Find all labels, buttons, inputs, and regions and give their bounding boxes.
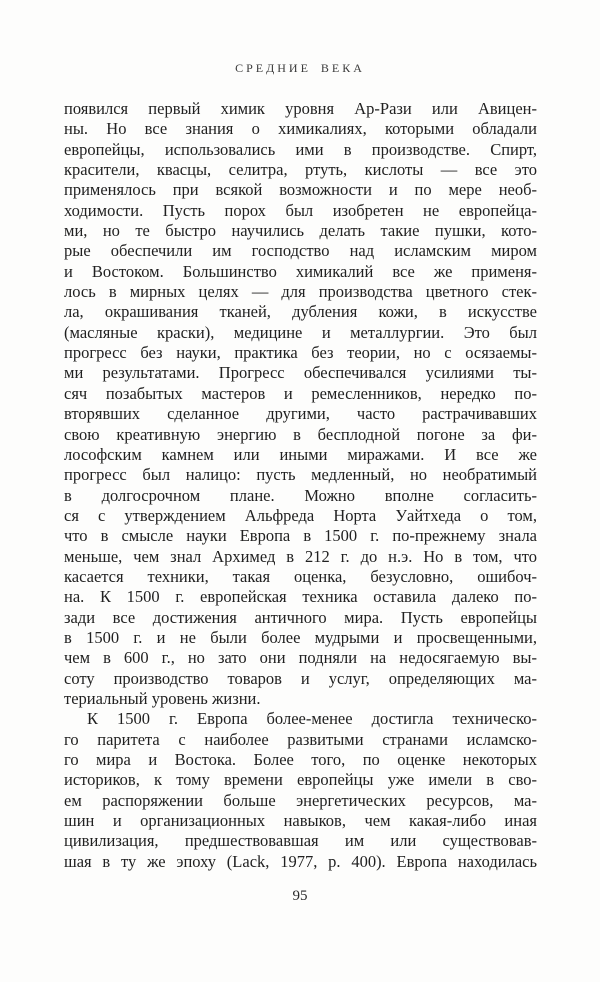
text-line: К 1500 г. Европа более-менее достигла техническо- — [87, 709, 537, 729]
text-line: историков, к тому времени европейцы уже имели в сво- — [64, 770, 537, 790]
text-line: (масляные краски), медицине и металлургии. Это был — [64, 322, 537, 342]
text-line: зади все достижения античного мира. Пусть европейцы — [64, 607, 537, 627]
text-line: красители, квасцы, селитра, ртуть, кислоты — все это — [64, 160, 537, 180]
text-line: ми, но те быстро научились делать такие пушки, кото- — [64, 221, 537, 241]
text-line: цивилизация, предшествовавшая им или существовав- — [64, 831, 537, 851]
body-text — [64, 99, 537, 872]
text-line: прогресс был налицо: пусть медленный, но необратимый — [64, 465, 537, 485]
text-line: в долгосрочном плане. Можно вполне согласить- — [64, 485, 537, 505]
text-line: применялось при всякой возможности и по мере необ- — [64, 180, 537, 200]
text-line: ем распоряжении больше энергетических ресурсов, ма- — [64, 790, 537, 810]
text-line: чем в 600 г., но зато они подняли на недосягаемую вы- — [64, 648, 537, 668]
text-line: соту производство товаров и услуг, определяющих ма- — [64, 668, 537, 688]
text-line: лософским камнем или иными миражами. И все же — [64, 444, 537, 464]
running-header: СРЕДНИЕ ВЕКА — [235, 61, 365, 75]
text-line: териальный уровень жизни. — [64, 688, 261, 708]
text-line: и Востоком. Большинство химикалий все же применя- — [64, 261, 537, 281]
text-line: го мира и Востока. Более того, по оценке некоторых — [64, 750, 537, 769]
text-line: вторявших сделанное другими, часто растрачивавших — [64, 404, 537, 424]
text-line: касается техники, такая оценка, безусловно, ошибоч- — [64, 566, 537, 586]
text-line: шин и организационных навыков, чем какая-либо иная — [64, 811, 537, 831]
text-line: что в смысле науки Европа в 1500 г. по-прежнему знала — [64, 526, 537, 546]
text-line: ла, окрашивания тканей, дубления кожи, в искусстве — [64, 302, 537, 322]
text-line: на. К 1500 г. европейская техника оставила далеко по- — [64, 587, 537, 607]
text-line: свою креативную энергию в бесплодной погоне за фи- — [64, 424, 537, 444]
text-line: ходимости. Пусть порох был изобретен не европейца- — [64, 200, 537, 220]
text-line: европейцы, использовались ими в производстве. Спирт, — [64, 139, 537, 159]
text-line: го паритета с наиболее развитыми странами исламско- — [64, 729, 537, 749]
text-line: ны. Но все знания о химикалиях, которыми обладали — [64, 119, 537, 139]
text-line: в 1500 г. и не были более мудрыми и просвещенными, — [64, 627, 537, 647]
text-line: сяч позабытых мастеров и ремесленников, нередко по- — [64, 383, 537, 403]
text-line: прогресс без науки, практика без теории, но с осязаемы- — [64, 343, 537, 363]
page-number: 95 — [292, 888, 308, 904]
text-line: ся с утверждением Альфреда Норта Уайтхеда о том, — [64, 505, 537, 525]
text-line: лось в мирных целях — для производства цветного стек- — [64, 282, 537, 302]
text-line: ми результатами. Прогресс обеспечивался усилиями ты- — [64, 363, 537, 383]
text-line: меньше, чем знал Архимед в 212 г. до н.э. Но в том, что — [64, 546, 537, 566]
text-line: рые обеспечили им господство над исламским миром — [64, 241, 537, 261]
text-line: шая в ту же эпоху (Lack, 1977, p. 400). Европа находилась — [64, 851, 537, 871]
text-line: появился первый химик уровня Ар-Рази или Авицен- — [64, 99, 537, 118]
